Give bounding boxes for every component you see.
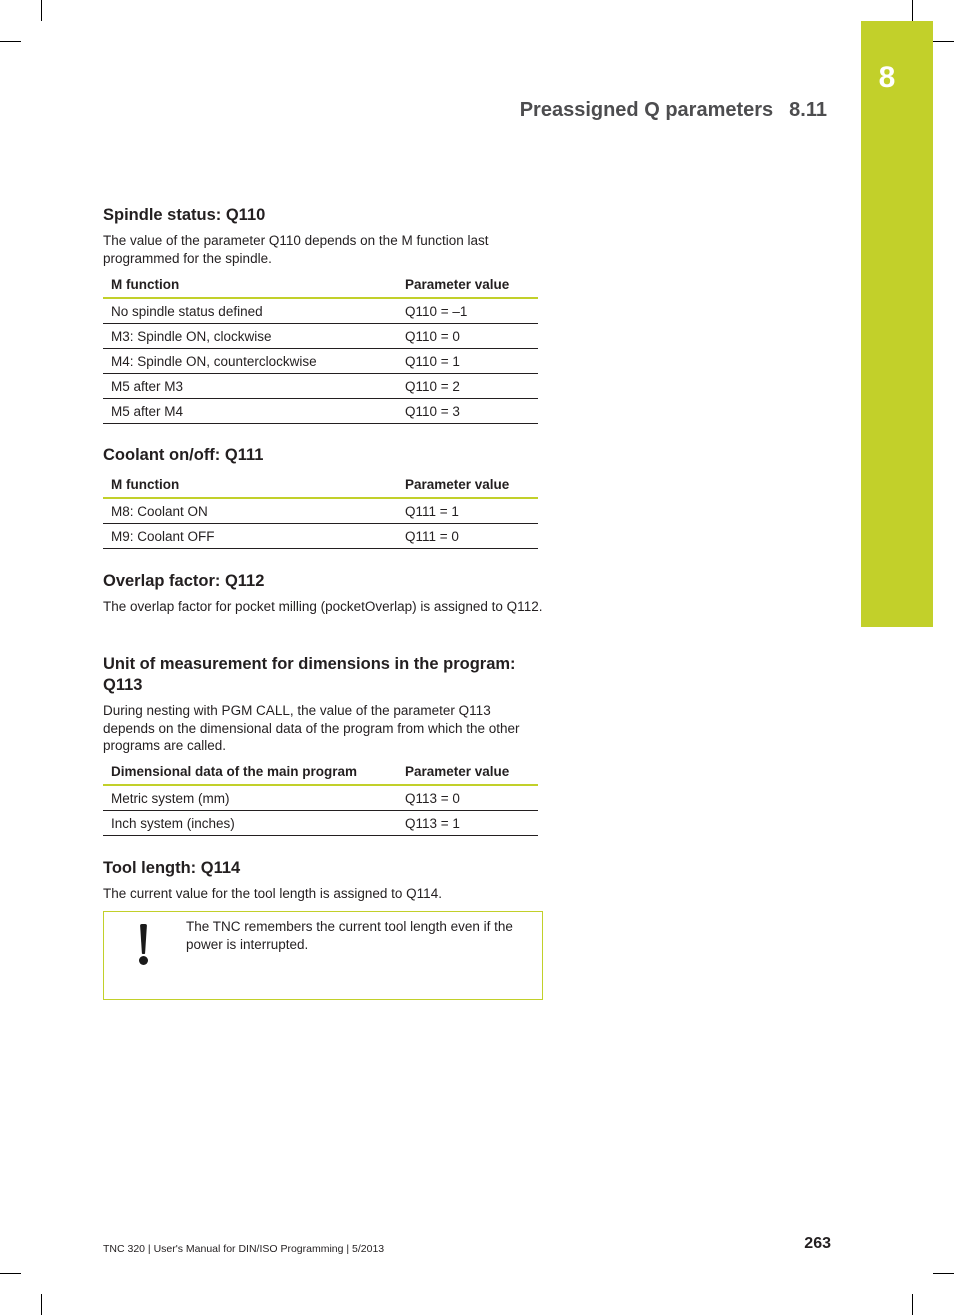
- table-cell: Q113 = 1: [397, 811, 538, 836]
- table-row: [103, 324, 538, 349]
- crop-mark: [0, 1273, 21, 1274]
- footer-text: TNC 320 | User's Manual for DIN/ISO Programming | 5/2013: [103, 1243, 385, 1255]
- table-header-row: [103, 759, 538, 785]
- spindle-heading: Spindle status: Q110: [103, 206, 266, 224]
- note-text: The TNC remembers the current tool length even if the power is interrupted.: [186, 919, 513, 952]
- table-cell: Inch system (inches): [103, 811, 397, 836]
- table-cell: Q111 = 0: [397, 524, 538, 549]
- note-box: [103, 911, 543, 1000]
- table-cell: M3: Spindle ON, clockwise: [103, 324, 397, 349]
- table-cell: Q110 = 0: [397, 324, 538, 349]
- overlap-intro: The overlap factor for pocket milling (pocketOverlap) is assigned to Q112.: [103, 599, 543, 614]
- column-header: Parameter value: [397, 472, 538, 498]
- table-cell: Q111 = 1: [397, 498, 538, 524]
- section-number: 8.11: [789, 99, 827, 121]
- crop-mark: [912, 0, 913, 21]
- table-cell: M8: Coolant ON: [103, 498, 397, 524]
- column-header: Dimensional data of the main program: [103, 759, 397, 785]
- unit-heading-line2: Q113: [103, 676, 143, 694]
- column-header: M function: [103, 472, 397, 498]
- chapter-tab: [861, 21, 933, 627]
- overlap-heading: Overlap factor: Q112: [103, 572, 265, 590]
- spindle-intro: The value of the parameter Q110 depends on the M function last programmed for the spindle.: [103, 233, 489, 266]
- crop-mark: [912, 1294, 913, 1315]
- column-header: M function: [103, 272, 397, 298]
- table-header-row: [103, 272, 538, 298]
- table-row: [103, 399, 538, 424]
- crop-mark: [0, 41, 21, 42]
- table-cell: M9: Coolant OFF: [103, 524, 397, 549]
- unit-heading-line1: Unit of measurement for dimensions in the program:: [103, 655, 516, 673]
- table-header-row: [103, 472, 538, 498]
- spindle-table: [103, 272, 538, 424]
- table-cell: Q113 = 0: [397, 785, 538, 811]
- column-header: Parameter value: [397, 272, 538, 298]
- table-cell: M5 after M4: [103, 399, 397, 424]
- crop-mark: [41, 0, 42, 21]
- coolant-table: [103, 472, 538, 549]
- tool-length-intro: The current value for the tool length is assigned to Q114.: [103, 886, 442, 901]
- table-cell: M5 after M3: [103, 374, 397, 399]
- table-row: [103, 785, 538, 811]
- table-row: [103, 374, 538, 399]
- exclamation-icon: [104, 912, 186, 999]
- crop-mark: [933, 41, 954, 42]
- table-cell: Q110 = 2: [397, 374, 538, 399]
- running-title: Preassigned Q parameters: [519, 99, 774, 121]
- table-cell: Q110 = 3: [397, 399, 538, 424]
- table-row: [103, 349, 538, 374]
- table-cell: M4: Spindle ON, counterclockwise: [103, 349, 397, 374]
- table-row: [103, 811, 538, 836]
- chapter-number: 8: [878, 61, 896, 94]
- coolant-heading: Coolant on/off: Q111: [103, 446, 264, 464]
- table-row: [103, 524, 538, 549]
- unit-table: [103, 759, 538, 836]
- crop-mark: [933, 1273, 954, 1274]
- unit-heading: [103, 654, 516, 696]
- table-cell: Q110 = 1: [397, 349, 538, 374]
- unit-intro: During nesting with PGM CALL, the value of the parameter Q113 depends on the dimensional data of the program from which the other programs are called.: [103, 703, 520, 753]
- page-number: 263: [804, 1235, 831, 1252]
- table-row: [103, 298, 538, 324]
- crop-mark: [41, 1294, 42, 1315]
- table-cell: Q110 = –1: [397, 298, 538, 324]
- table-row: [103, 498, 538, 524]
- column-header: Parameter value: [397, 759, 538, 785]
- tool-length-heading: Tool length: Q114: [103, 859, 241, 877]
- table-cell: Metric system (mm): [103, 785, 397, 811]
- running-header: [520, 99, 827, 122]
- table-cell: No spindle status defined: [103, 298, 397, 324]
